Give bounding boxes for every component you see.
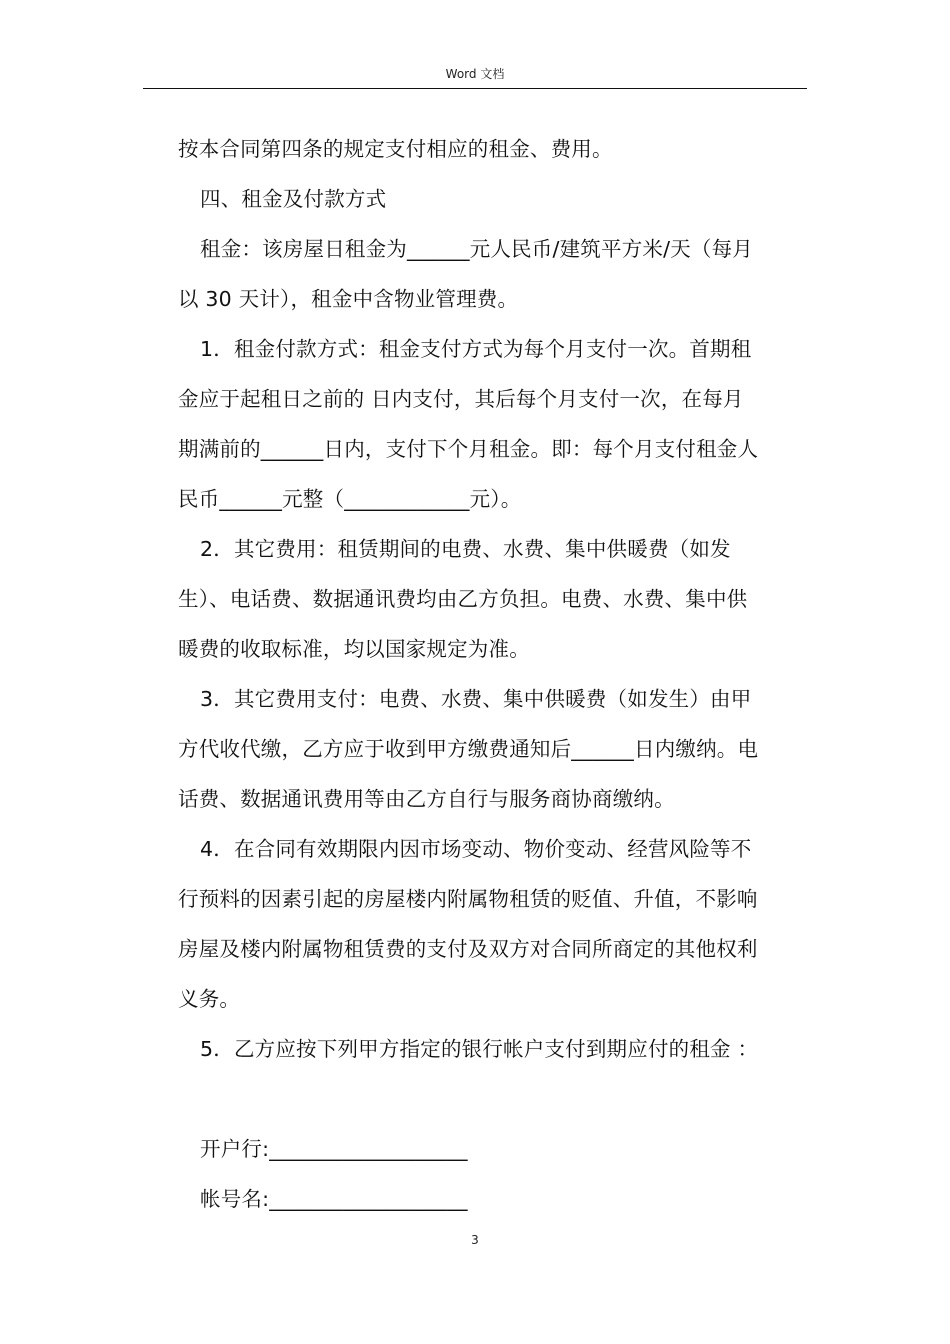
paragraph-line: 以 30 天计），租金中含物业管理费。 (178, 287, 519, 311)
paragraph-line: 生）、电话费、数据通讯费均由乙方负担。电费、水费、集中供 (178, 587, 748, 611)
page-number: 3 (471, 1233, 479, 1247)
header-rule (143, 88, 807, 89)
paragraph-line: 暖费的收取标准，均以国家规定为准。 (178, 637, 530, 661)
paragraph-line: 话费、数据通讯费用等由乙方自行与服务商协商缴纳。 (178, 787, 675, 811)
paragraph-line: 4．在合同有效期限内因市场变动、物价变动、经营风险等不 (200, 837, 752, 861)
paragraph-line: 义务。 (178, 987, 241, 1011)
paragraph-line: 方代收代缴，乙方应于收到甲方缴费通知后______日内缴纳。电 (178, 737, 759, 761)
paragraph-line: 行预料的因素引起的房屋楼内附属物租赁的贬值、升值，不影响 (178, 887, 758, 911)
section-heading: 四、租金及付款方式 (200, 187, 387, 211)
paragraph-line: 按本合同第四条的规定支付相应的租金、费用。 (178, 137, 613, 161)
paragraph-line: 民币______元整（____________元）。 (178, 487, 522, 511)
document-body (178, 124, 818, 1224)
blank-line (178, 1074, 818, 1124)
page-header: Word 文档 (445, 67, 505, 81)
paragraph-line: 期满前的______日内，支付下个月租金。即：每个月支付租金人 (178, 437, 759, 461)
paragraph-line: 2．其它费用：租赁期间的电费、水费、集中供暖费（如发 (200, 537, 731, 561)
paragraph-line: 3．其它费用支付：电费、水费、集中供暖费（如发生）由甲 (200, 687, 752, 711)
account-name-field-line: 帐号名:___________________ (200, 1187, 468, 1211)
paragraph-line: 5．乙方应按下列甲方指定的银行帐户支付到期应付的租金 ： (200, 1037, 759, 1061)
paragraph-line: 金应于起租日之前的 日内支付，其后每个月支付一次，在每月 (178, 387, 744, 411)
bank-field-line: 开户行:___________________ (200, 1137, 468, 1161)
paragraph-line: 1．租金付款方式：租金支付方式为每个月支付一次。首期租 (200, 337, 752, 361)
paragraph-line: 租金：该房屋日租金为______元人民币/建筑平方米/天（每月 (200, 237, 754, 261)
paragraph-line: 房屋及楼内附属物租赁费的支付及双方对合同所商定的其他权利 (178, 937, 758, 961)
